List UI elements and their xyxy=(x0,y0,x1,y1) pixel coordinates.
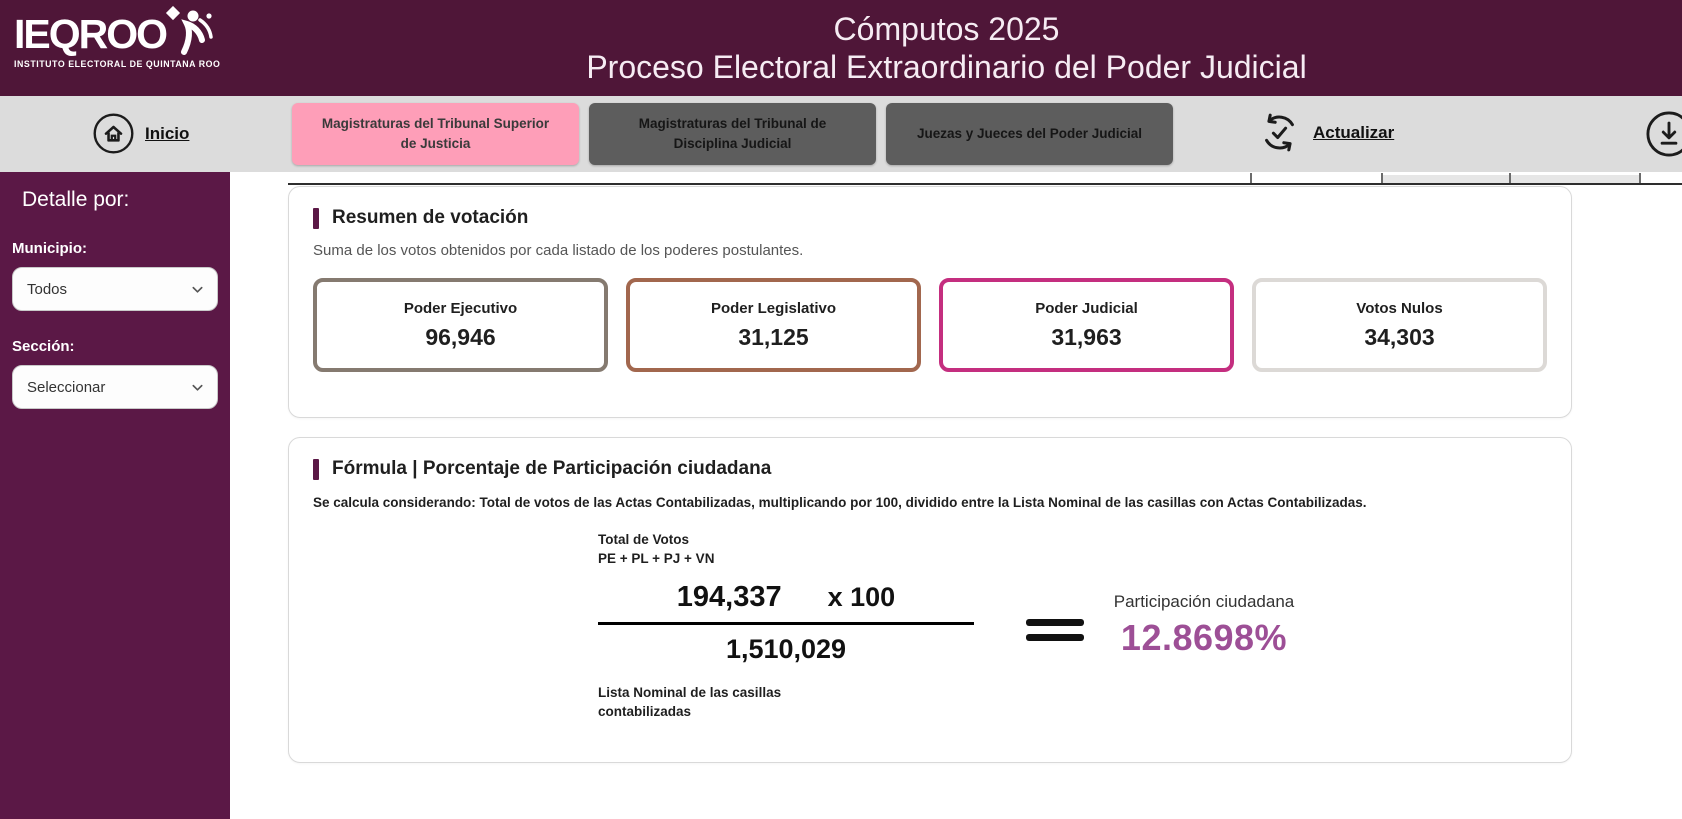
logo-tagline: INSTITUTO ELECTORAL DE QUINTANA ROO xyxy=(14,59,221,69)
vote-card-value: 31,125 xyxy=(738,323,809,350)
tab-magistraturas-tribunal-disciplina[interactable] xyxy=(589,103,876,165)
page-title-line1: Cómputos 2025 xyxy=(833,11,1060,47)
seccion-selected-value: Seleccionar xyxy=(27,378,106,396)
download-icon xyxy=(1646,111,1682,157)
page-title xyxy=(331,0,1562,96)
sidebar-filters xyxy=(0,172,230,819)
home-label: Inicio xyxy=(145,123,190,143)
vote-card-label: Poder Ejecutivo xyxy=(403,299,518,317)
result-value: 12.8698% xyxy=(1120,617,1288,658)
chevron-down-icon xyxy=(190,380,205,395)
home-icon xyxy=(93,113,134,154)
denominator-value: 1,510,029 xyxy=(725,634,847,664)
chevron-down-icon xyxy=(190,282,205,297)
formula-participacion-card xyxy=(288,437,1572,763)
accent-bar xyxy=(313,459,319,480)
seccion-label: Sección: xyxy=(12,338,75,355)
logo-figures-icon xyxy=(160,6,218,58)
formula-diagram xyxy=(598,530,1547,721)
refresh-label: Actualizar xyxy=(1313,122,1395,142)
tab-label: Magistraturas del Tribunal Superior de Justicia xyxy=(321,116,550,151)
denominator-label: Lista Nominal de las casillas contabilizadas xyxy=(598,685,782,719)
result-label: Participación ciudadana xyxy=(1113,592,1295,611)
vote-card-label: Votos Nulos xyxy=(1356,299,1443,317)
multiplier: x 100 xyxy=(827,582,896,612)
partial-table-bottom-edge xyxy=(288,175,1682,185)
navbar xyxy=(0,96,1682,172)
vote-card-poder-legislativo xyxy=(626,278,921,372)
resumen-votacion-card xyxy=(288,186,1572,418)
ieqroo-logo xyxy=(14,12,220,69)
table-cell-divider xyxy=(1250,173,1252,183)
refresh-link[interactable] xyxy=(1258,111,1394,154)
seccion-select[interactable] xyxy=(12,365,218,409)
vote-card-value: 96,946 xyxy=(425,323,496,350)
vote-card-value: 31,963 xyxy=(1051,323,1122,350)
vote-card-label: Poder Legislativo xyxy=(710,299,837,317)
resumen-subtitle: Suma de los votos obtenidos por cada listado de los poderes postulantes. xyxy=(313,242,804,259)
table-cell-divider xyxy=(1639,173,1641,183)
vote-card-poder-judicial xyxy=(939,278,1234,372)
participacion-result xyxy=(1108,592,1300,659)
municipio-label: Municipio: xyxy=(12,240,87,257)
vote-card-votos-nulos xyxy=(1252,278,1547,372)
numerator-label-line2: PE + PL + PJ + VN xyxy=(598,551,715,566)
tab-juezas-jueces-poder-judicial[interactable] xyxy=(886,103,1173,165)
page-title-line2: Proceso Electoral Extraordinario del Poder Judicial xyxy=(586,49,1307,85)
contest-tabs xyxy=(292,103,1173,165)
resumen-title: Resumen de votación xyxy=(332,207,529,228)
vote-summary-cards xyxy=(313,278,1547,372)
formula-title: Fórmula | Porcentaje de Participación ciudadana xyxy=(332,458,772,479)
numerator-value: 194,337 xyxy=(676,581,782,613)
table-cell-divider xyxy=(1381,173,1383,183)
tab-label: Juezas y Jueces del Poder Judicial xyxy=(916,126,1143,142)
refresh-check-icon xyxy=(1258,111,1301,154)
municipio-selected-value: Todos xyxy=(27,280,68,298)
header xyxy=(0,0,1682,96)
numerator-label-line1: Total de Votos xyxy=(598,532,689,547)
vote-card-poder-ejecutivo xyxy=(313,278,608,372)
tab-label: Magistraturas del Tribunal de Disciplina Judicial xyxy=(638,116,827,151)
municipio-select[interactable] xyxy=(12,267,218,311)
sidebar-title: Detalle por: xyxy=(22,188,130,211)
formula-subtitle: Se calcula considerando: Total de votos de las Actas Contabilizadas, multiplicando por 100, dividido entre la Lista Nominal de las casillas con Actas Contabilizadas. xyxy=(313,495,1367,510)
equals-sign xyxy=(1026,619,1084,641)
tab-magistraturas-tribunal-superior[interactable] xyxy=(292,103,579,165)
fraction-divider-line xyxy=(598,622,974,625)
vote-card-value: 34,303 xyxy=(1364,323,1435,350)
download-button[interactable] xyxy=(1646,111,1682,157)
table-cell-divider xyxy=(1509,173,1511,183)
home-link[interactable] xyxy=(93,113,189,154)
logo-wordmark: IEQROO xyxy=(14,11,167,57)
accent-bar xyxy=(313,208,319,229)
vote-card-label: Poder Judicial xyxy=(1035,299,1138,317)
main-content xyxy=(230,172,1682,819)
formula-fraction xyxy=(598,530,974,721)
